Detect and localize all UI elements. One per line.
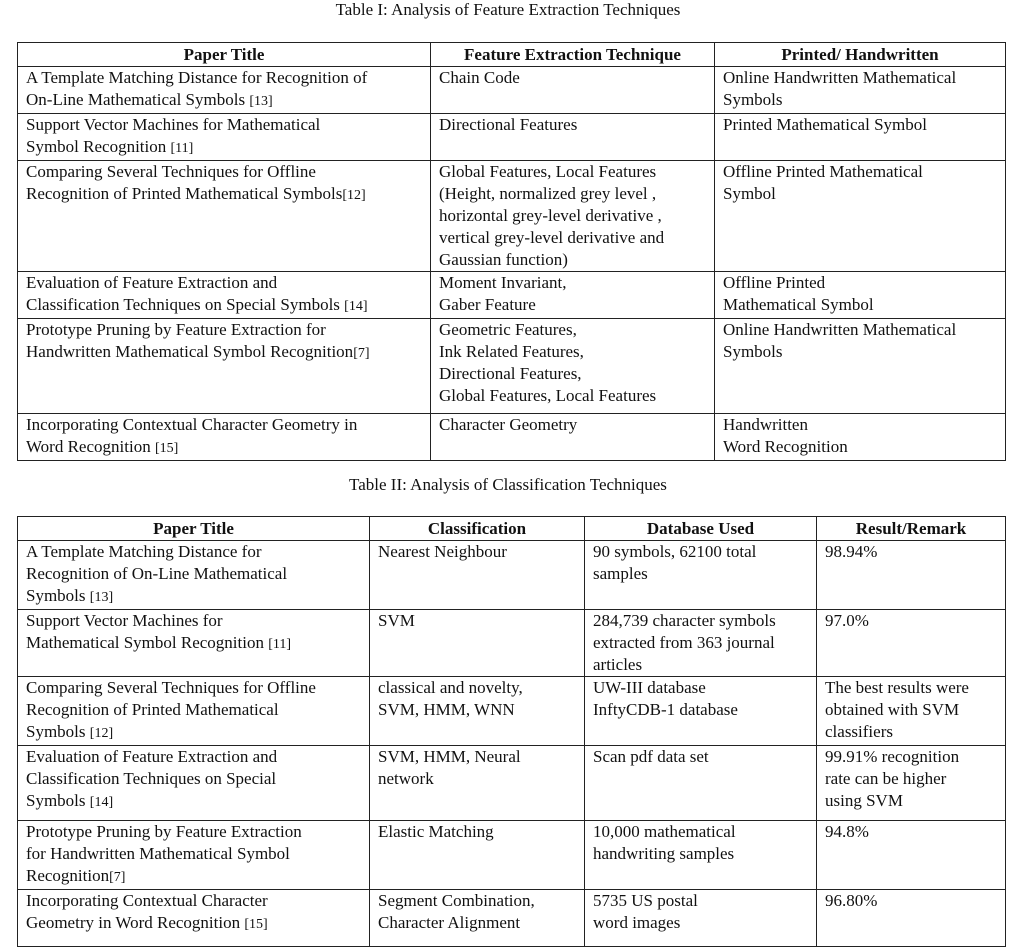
- table1-cell-paper-title: [18, 114, 431, 161]
- table1-header-row: [18, 43, 1006, 67]
- table2-cell-paper-title: [18, 677, 370, 746]
- cell-line: Mathematical Symbol: [723, 295, 874, 314]
- table2-cell-paper-title: [18, 821, 370, 890]
- cell-line: Word Recognition: [723, 437, 848, 456]
- cell-line: word images: [593, 913, 681, 932]
- cell-line: Incorporating Contextual Character Geometry in: [26, 415, 358, 434]
- cell-line: Segment Combination,: [378, 891, 535, 910]
- table1-caption: Table I: Analysis of Feature Extraction Techniques: [335, 0, 681, 19]
- cell-line: 98.94%: [825, 542, 878, 561]
- cell-line: SVM, HMM, Neural: [378, 747, 521, 766]
- cell-line: Handwritten: [723, 415, 808, 434]
- cell-line: Chain Code: [439, 68, 520, 87]
- table1-header-technique: Feature Extraction Technique: [431, 43, 715, 67]
- cell-line: A Template Matching Distance for: [26, 542, 262, 561]
- cell-line: Symbol: [723, 184, 776, 203]
- cell-line: Global Features, Local Features: [439, 162, 657, 181]
- table2-cell-classification: [370, 821, 585, 890]
- cell-line: Geometric Features,: [439, 320, 577, 339]
- table2-cell-paper-title: [18, 610, 370, 677]
- cell-line: Offline Printed Mathematical: [723, 162, 923, 181]
- cell-line: Classification Techniques on Special Symbols [14]: [26, 295, 368, 314]
- cell-line: Evaluation of Feature Extraction and: [26, 273, 278, 292]
- cell-line: SVM: [378, 611, 415, 630]
- table1-row: [18, 161, 1006, 272]
- table2-cell-paper-title: [18, 890, 370, 947]
- cell-line: articles: [593, 655, 643, 674]
- table1-cell-paper-title: [18, 414, 431, 461]
- table2-cell-result: [817, 677, 1006, 746]
- classification-table: [17, 516, 1006, 947]
- cell-line: SVM, HMM, WNN: [378, 700, 515, 719]
- table2-row: [18, 677, 1006, 746]
- table1-cell-printed-handwritten: [715, 161, 1006, 272]
- cell-line: Symbols [13]: [26, 586, 114, 605]
- table2-header-database: Database Used: [585, 517, 817, 541]
- cell-line: Offline Printed: [723, 273, 826, 292]
- cell-line: Character Alignment: [378, 913, 521, 932]
- table2-cell-result: [817, 746, 1006, 821]
- table1-cell-printed-handwritten: [715, 114, 1006, 161]
- cell-line: for Handwritten Mathematical Symbol: [26, 844, 290, 863]
- cell-line: 96.80%: [825, 891, 878, 910]
- cell-line: Online Handwritten Mathematical: [723, 68, 957, 87]
- cell-line: Printed Mathematical Symbol: [723, 115, 927, 134]
- cell-line: using SVM: [825, 791, 903, 810]
- table1-cell-printed-handwritten: [715, 272, 1006, 319]
- cell-line: Symbols: [723, 90, 783, 109]
- cell-line: rate can be higher: [825, 769, 947, 788]
- table2-row: [18, 541, 1006, 610]
- table1-row: [18, 114, 1006, 161]
- cell-line: Prototype Pruning by Feature Extraction for: [26, 320, 326, 339]
- table1-cell-paper-title: [18, 161, 431, 272]
- cell-line: handwriting samples: [593, 844, 735, 863]
- table1-row: [18, 319, 1006, 414]
- table2-cell-classification: [370, 541, 585, 610]
- cell-line: 94.8%: [825, 822, 869, 841]
- cell-line: 97.0%: [825, 611, 869, 630]
- cell-line: Support Vector Machines for: [26, 611, 223, 630]
- cell-line: obtained with SVM: [825, 700, 960, 719]
- table2-cell-result: [817, 890, 1006, 947]
- cell-line: Symbol Recognition [11]: [26, 137, 194, 156]
- cell-line: Ink Related Features,: [439, 342, 584, 361]
- cell-line: Gaber Feature: [439, 295, 536, 314]
- cell-line: Global Features, Local Features: [439, 386, 657, 405]
- table2-cell-paper-title: [18, 746, 370, 821]
- cell-line: extracted from 363 journal: [593, 633, 775, 652]
- cell-line: Mathematical Symbol Recognition [11]: [26, 633, 292, 652]
- table2-header-classification: Classification: [370, 517, 585, 541]
- table2-cell-result: [817, 610, 1006, 677]
- cell-line: Symbols: [723, 342, 783, 361]
- table2-row: [18, 610, 1006, 677]
- table1-cell-technique: [431, 319, 715, 414]
- cell-line: Support Vector Machines for Mathematical: [26, 115, 321, 134]
- table2-cell-classification: [370, 610, 585, 677]
- cell-line: 284,739 character symbols: [593, 611, 776, 630]
- table2-cell-classification: [370, 677, 585, 746]
- table2-cell-classification: [370, 890, 585, 947]
- table1-cell-technique: [431, 161, 715, 272]
- table2-cell-database: [585, 890, 817, 947]
- feature-extraction-table: [17, 42, 1006, 461]
- table1-cell-printed-handwritten: [715, 67, 1006, 114]
- cell-line: 5735 US postal: [593, 891, 698, 910]
- cell-line: Comparing Several Techniques for Offline: [26, 162, 316, 181]
- cell-line: UW-III database: [593, 678, 706, 697]
- table1-cell-paper-title: [18, 67, 431, 114]
- cell-line: network: [378, 769, 434, 788]
- cell-line: Prototype Pruning by Feature Extraction: [26, 822, 302, 841]
- cell-line: Nearest Neighbour: [378, 542, 507, 561]
- table2-cell-paper-title: [18, 541, 370, 610]
- cell-line: Scan pdf data set: [593, 747, 709, 766]
- cell-line: 99.91% recognition: [825, 747, 960, 766]
- cell-line: Recognition of Printed Mathematical Symbols[12]: [26, 184, 366, 203]
- table2-row: [18, 821, 1006, 890]
- cell-line: 10,000 mathematical: [593, 822, 736, 841]
- table1-row: [18, 414, 1006, 461]
- table1-cell-technique: [431, 414, 715, 461]
- cell-line: classical and novelty,: [378, 678, 523, 697]
- cell-line: Directional Features: [439, 115, 578, 134]
- cell-line: InftyCDB-1 database: [593, 700, 738, 719]
- table1-cell-technique: [431, 67, 715, 114]
- table2-header-row: [18, 517, 1006, 541]
- table2-caption: Table II: Analysis of Classification Techniques: [349, 475, 667, 494]
- cell-line: Recognition of On-Line Mathematical: [26, 564, 288, 583]
- cell-line: (Height, normalized grey level ,: [439, 184, 657, 203]
- table1-row: [18, 67, 1006, 114]
- cell-line: On-Line Mathematical Symbols [13]: [26, 90, 273, 109]
- table2-cell-database: [585, 821, 817, 890]
- table1-header-printed-handwritten: Printed/ Handwritten: [715, 43, 1006, 67]
- table1-cell-paper-title: [18, 272, 431, 319]
- table1-cell-paper-title: [18, 319, 431, 414]
- cell-line: Evaluation of Feature Extraction and: [26, 747, 278, 766]
- table1-cell-printed-handwritten: [715, 319, 1006, 414]
- table1-header-paper-title: Paper Title: [18, 43, 431, 67]
- table2-row: [18, 746, 1006, 821]
- cell-line: Symbols [14]: [26, 791, 114, 810]
- cell-line: Classification Techniques on Special: [26, 769, 277, 788]
- cell-line: Symbols [12]: [26, 722, 114, 741]
- cell-line: A Template Matching Distance for Recognition of: [26, 68, 368, 87]
- table2-cell-classification: [370, 746, 585, 821]
- table2-cell-database: [585, 541, 817, 610]
- cell-line: Handwritten Mathematical Symbol Recognition[7]: [26, 342, 370, 361]
- table2-header-paper-title: Paper Title: [18, 517, 370, 541]
- table1-row: [18, 272, 1006, 319]
- cell-line: vertical grey-level derivative and: [439, 228, 665, 247]
- table2-cell-result: [817, 821, 1006, 890]
- cell-line: horizontal grey-level derivative ,: [439, 206, 662, 225]
- cell-line: Character Geometry: [439, 415, 578, 434]
- cell-line: Recognition[7]: [26, 866, 126, 885]
- cell-line: samples: [593, 564, 648, 583]
- cell-line: The best results were: [825, 678, 969, 697]
- cell-line: Geometry in Word Recognition [15]: [26, 913, 268, 932]
- table2-cell-database: [585, 677, 817, 746]
- table1-cell-technique: [431, 272, 715, 319]
- table2-cell-database: [585, 746, 817, 821]
- table1-cell-printed-handwritten: [715, 414, 1006, 461]
- cell-line: Elastic Matching: [378, 822, 494, 841]
- cell-line: Online Handwritten Mathematical: [723, 320, 957, 339]
- cell-line: Gaussian function): [439, 250, 568, 269]
- table2-row: [18, 890, 1006, 947]
- cell-line: 90 symbols, 62100 total: [593, 542, 757, 561]
- table2-cell-result: [817, 541, 1006, 610]
- cell-line: Directional Features,: [439, 364, 582, 383]
- table1-cell-technique: [431, 114, 715, 161]
- cell-line: Recognition of Printed Mathematical: [26, 700, 279, 719]
- table2-header-result: Result/Remark: [817, 517, 1006, 541]
- cell-line: classifiers: [825, 722, 893, 741]
- cell-line: Word Recognition [15]: [26, 437, 179, 456]
- cell-line: Comparing Several Techniques for Offline: [26, 678, 316, 697]
- table2-cell-database: [585, 610, 817, 677]
- cell-line: Moment Invariant,: [439, 273, 567, 292]
- cell-line: Incorporating Contextual Character: [26, 891, 268, 910]
